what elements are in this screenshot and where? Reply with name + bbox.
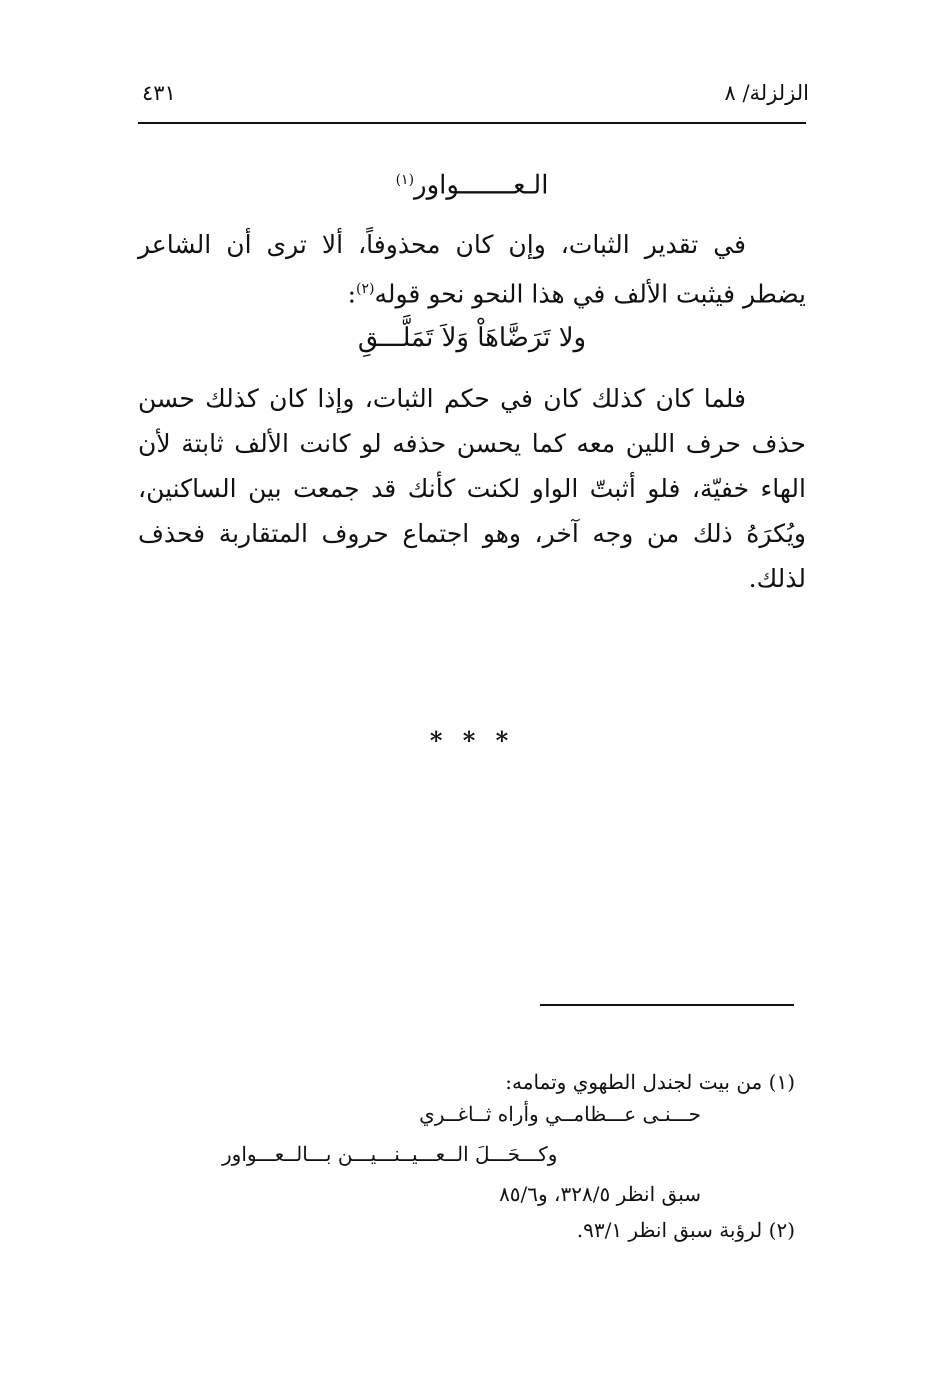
footnote-1-intro: (١) من بيت لجندل الطهوي وتمامه: xyxy=(505,1070,795,1094)
footnote-1-verse-first-hemistich: حـــنـى عـــظامــي وأراه ثــاغــري xyxy=(419,1102,701,1126)
footnote-2: (٢) لرؤبة سبق انظر ٩٣/١. xyxy=(576,1218,795,1242)
footnote-rule xyxy=(540,1004,794,1006)
quoted-verse: ولا تَرَضَّاهَاْ وَلاَ تَمَلَّـــقِ xyxy=(357,323,587,353)
section-separator: * * * xyxy=(429,726,515,755)
paragraph-1-tail: : xyxy=(347,279,357,309)
footnote-mark-2: (٢) xyxy=(356,281,375,297)
paragraph-1-text: في تقدير الثبات، وإن كان محذوفاً، ألا ترى أن الشاعر يضطر فيثبت الألف في هذا النحو نحو قوله xyxy=(138,230,806,309)
running-head-title: الزلزلة/ ٨ xyxy=(724,81,809,105)
footnote-mark-1: (١) xyxy=(395,172,415,188)
page-number: ٤٣١ xyxy=(142,81,176,105)
header-rule xyxy=(138,122,806,124)
paragraph-1 xyxy=(138,222,806,316)
section-title-text: الـعـــــــواور xyxy=(414,170,549,201)
section-title xyxy=(138,160,806,206)
paragraph-2: فلما كان كذلك كان في حكم الثبات، وإذا كان كذلك حسن حذف حرف اللين معه كما يحسن حذفه لو كانت الألف ثابتة لأن الهاء خفيّة، فلو أثبتّ الواو لكنت كأنك قد جمعت بين الساكنين، ويُكرَهُ ذلك من وجه آخر، وهو اجتماع حروف المتقاربة فحذف لذلك. xyxy=(138,384,806,593)
footnote-1-verse-second-hemistich: وكـــحَـــلَ الــعـــيــنـــيـــن بـــالــعـــواور xyxy=(222,1142,558,1166)
footnote-1-reference: سبق انظر ٣٢٨/٥، و٨٥/٦ xyxy=(499,1182,701,1206)
